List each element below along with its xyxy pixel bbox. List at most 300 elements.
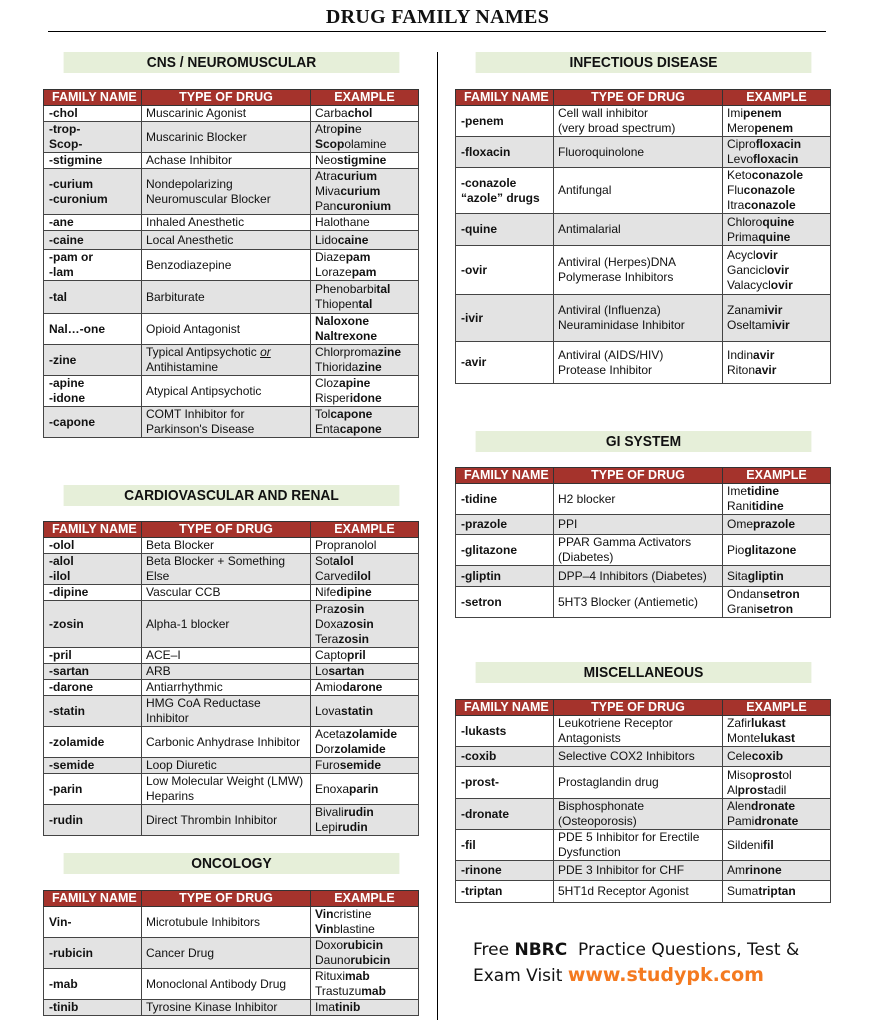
family-name-cell [456,214,554,246]
family-name-line: -alol [49,554,74,568]
drug-type-line: PDE 3 Inhibitor for CHF [558,863,685,877]
example-drug: Indinavir [727,347,775,362]
table-row [44,601,419,648]
table-row [44,969,419,1000]
family-name-cell [456,246,554,295]
example-drug: Trastuzumab [315,984,386,998]
drug-type-cell [142,969,311,1000]
drug-type-cell [142,680,311,696]
example-cell [723,246,831,295]
drug-type-line: PPAR Gamma Activators [558,535,692,549]
table-row [44,648,419,664]
example-drug: Omeprazole [727,517,796,531]
column-header: TYPE OF DRUG [142,522,311,538]
table-row [44,153,419,169]
example-drug: Vinblastine [315,922,375,936]
drug-type-line: Beta Blocker [146,538,215,552]
drug-type-line: Monoclonal Antibody Drug [146,976,287,991]
drug-type-cell [554,799,723,830]
example-cell [311,938,419,969]
drug-type-cell [142,281,311,314]
example-cell [723,342,831,384]
promo-footer [473,938,799,989]
table-row [44,585,419,601]
family-name-cell [456,767,554,799]
drug-type-line: (very broad spectrum) [558,121,676,135]
example-cell [311,585,419,601]
example-drug: Halothane [315,215,370,229]
example-drug: Zanamivir [727,303,783,317]
drug-type-cell [142,805,311,836]
column-header: TYPE OF DRUG [554,700,723,716]
family-name-line: -dronate [461,806,509,821]
table-infect [455,89,831,384]
table-row [44,231,419,250]
example-cell [311,774,419,805]
table-row [44,554,419,585]
example-cell [723,881,831,903]
table-row [44,281,419,314]
drug-type-cell [554,587,723,618]
example-cell [311,281,419,314]
family-name-line: -fil [461,837,476,852]
family-name-line: -sartan [49,664,90,678]
example-drug: Acyclovir [727,247,778,262]
example-drug: Thioridazine [315,360,382,374]
family-name-line: -mab [49,976,78,991]
family-name-line: “azole” drugs [461,190,540,205]
drug-type-line: Antiviral (Influenza) [558,303,661,317]
example-cell [311,696,419,727]
drug-type-cell [554,168,723,214]
example-drug: Tolcapone [315,407,373,421]
title-rule [48,31,826,32]
family-name-line: -floxacin [461,144,511,159]
drug-type-line: Typical Antipsychotic or [146,345,271,359]
drug-type-line: COMT Inhibitor for [146,407,245,421]
drug-type-line: Loop Diuretic [146,758,217,772]
section-heading-cardio: CARDIOVASCULAR AND RENAL [49,485,414,506]
drug-type-line: Alpha-1 blocker [146,616,230,631]
example-drug: Valacyclovir [727,277,793,292]
drug-type-line: Inhaled Anesthetic [146,215,245,229]
drug-type-line: Carbonic Anhydrase Inhibitor [146,734,301,749]
promo-line-1: Free NBRC Practice Questions, Test & [473,940,800,960]
drug-type-line: PDE 5 Inhibitor for Erectile [558,830,700,844]
table-row [44,250,419,281]
drug-type-line: Else [146,569,170,583]
drug-type-line: Vascular CCB [146,585,221,599]
drug-type-line: Muscarinic Blocker [146,129,247,144]
example-drug: Scopolamine [315,137,387,151]
page-title: DRUG FAMILY NAMES [325,6,550,28]
drug-type-line: Cell wall inhibitor [558,106,649,120]
example-drug: Mivacurium [315,184,381,198]
example-drug: Alendronate [727,799,796,813]
table-row [44,122,419,153]
example-drug: Fluconazole [727,183,796,197]
table-row [44,805,419,836]
example-drug: Phenobarbital [315,282,391,296]
family-name-cell [456,830,554,861]
table-row [44,215,419,231]
family-name-cell [456,342,554,384]
example-cell [723,566,831,587]
example-cell [723,137,831,168]
family-name-line: -avir [461,355,487,369]
drug-type-line: Beta Blocker + Something [146,554,286,568]
example-drug: Pamidronate [727,814,799,828]
family-name-line: -ovir [461,262,488,277]
family-name-cell [456,535,554,566]
family-name-cell [456,106,554,137]
drug-type-line: Tyrosine Kinase Inhibitor [146,1000,278,1014]
table-row [456,295,831,342]
example-drug: Nifedipine [315,585,372,599]
example-drug: Misoprostol [727,767,792,782]
drug-type-line: Neuraminidase Inhibitor [558,318,685,332]
example-drug: Imatinib [315,1000,361,1014]
table-row [44,345,419,376]
drug-type-cell [142,538,311,554]
drug-type-line: 5HT3 Blocker (Antiemetic) [558,594,699,609]
example-drug: Daunorubicin [315,953,391,967]
family-name-line: -conazole [461,175,517,190]
family-name-line: -zine [49,352,77,367]
example-drug: Granisetron [727,602,794,616]
drug-type-line: Barbiturate [146,289,205,304]
family-name-line: -stigmine [49,153,103,167]
family-name-line: -rinone [461,863,502,877]
family-name-line: -triptan [461,884,503,898]
table-onc [43,890,419,1016]
drug-type-cell [554,881,723,903]
drug-type-line: Prostaglandin drug [558,775,659,789]
example-drug: Prazosin [315,601,365,616]
example-drug: Sumatriptan [727,884,796,898]
family-name-line: -rubicin [49,945,93,960]
family-name-line: Scop- [49,137,83,151]
family-name-cell [44,907,142,938]
drug-type-cell [554,106,723,137]
example-drug: Lepirudin [315,820,368,834]
drug-type-line: HMG CoA Reductase Inhibitor [146,696,261,725]
drug-type-line: Heparins [146,789,195,803]
example-drug: Furosemide [315,758,382,772]
column-header: FAMILY NAME [456,90,554,106]
drug-type-line: DPP–4 Inhibitors (Diabetes) [558,568,707,583]
example-drug: Lorazepam [315,265,377,279]
family-name-cell [44,122,142,153]
drug-type-cell [142,169,311,215]
family-name-cell [44,774,142,805]
example-drug: Sitagliptin [727,568,784,583]
family-name-line: -prost- [461,775,499,789]
drug-type-cell [142,554,311,585]
drug-type-cell [142,153,311,169]
column-header: TYPE OF DRUG [142,891,311,907]
family-name-line: -gliptin [461,568,501,583]
example-cell [311,538,419,554]
table-row [44,938,419,969]
table-row [456,861,831,881]
family-name-line: -pam or [49,250,94,264]
drug-type-line: Antiviral (AIDS/HIV) [558,347,664,362]
drug-type-line: Leukotriene Receptor [558,716,673,730]
drug-type-cell [142,231,311,250]
column-header: EXAMPLE [311,891,419,907]
example-cell [723,830,831,861]
example-drug: Pancuronium [315,199,392,213]
example-drug: Neostigmine [315,153,387,167]
column-header: EXAMPLE [311,90,419,106]
drug-type-cell [554,295,723,342]
example-drug: Imetidine [727,484,780,498]
example-drug: Losartan [315,664,365,678]
drug-type-cell [554,342,723,384]
drug-type-cell [554,566,723,587]
drug-type-line: ACE–I [146,648,181,662]
example-cell [723,214,831,246]
drug-type-cell [142,376,311,407]
example-cell [311,554,419,585]
example-cell [723,295,831,342]
example-cell [311,969,419,1000]
example-drug: Doxorubicin [315,938,384,952]
family-name-cell [44,680,142,696]
family-name-cell [44,601,142,648]
example-cell [311,727,419,758]
example-cell [723,799,831,830]
column-header: FAMILY NAME [44,90,142,106]
example-drug: Naltrexone [315,329,378,343]
drug-type-line: ARB [146,664,171,678]
example-cell [311,169,419,215]
example-cell [311,215,419,231]
family-name-line: -ilol [49,569,71,583]
family-name-cell [44,345,142,376]
family-name-line: -tal [49,289,67,304]
family-name-cell [456,484,554,515]
drug-type-line: (Diabetes) [558,550,614,564]
family-name-line: -pril [49,648,72,662]
drug-type-cell [142,407,311,438]
family-name-line: -chol [49,106,78,120]
family-name-cell [44,153,142,169]
family-name-line: -tinib [49,1000,79,1014]
family-name-line: -semide [49,758,95,772]
example-cell [723,716,831,747]
drug-type-line: Antihistamine [146,360,219,374]
example-cell [723,747,831,767]
family-name-cell [44,538,142,554]
drug-type-line: PPI [558,517,578,531]
drug-type-line: Direct Thrombin Inhibitor [146,812,278,827]
example-drug: Imipenem [727,106,782,120]
table-row [44,376,419,407]
table-row [456,767,831,799]
example-drug: Acetazolamide [315,727,398,741]
column-header: EXAMPLE [723,700,831,716]
drug-type-cell [554,747,723,767]
drug-type-cell [142,696,311,727]
table-row [456,137,831,168]
column-header: EXAMPLE [723,468,831,484]
family-name-cell [44,215,142,231]
drug-type-cell [554,767,723,799]
example-drug: Atracurium [315,169,378,183]
example-cell [723,587,831,618]
example-drug: Bivalirudin [315,805,374,819]
drug-type-cell [554,535,723,566]
table-row [456,566,831,587]
example-cell [311,407,419,438]
family-name-line: -coxib [461,749,497,763]
example-drug: Carvedilol [315,569,372,583]
family-name-cell [44,938,142,969]
example-drug: Vincristine [315,907,372,921]
family-name-line: -curium [49,176,94,191]
example-drug: Rituximab [315,969,370,983]
drug-type-line: 5HT1d Receptor Agonist [558,884,689,898]
family-name-line: -zolamide [49,734,105,749]
family-name-line: -darone [49,680,94,694]
example-cell [723,535,831,566]
example-drug: Amiodarone [315,680,383,694]
example-drug: Levofloxacin [727,152,799,166]
table-row [44,106,419,122]
table-row [44,314,419,345]
drug-type-line: Muscarinic Agonist [146,106,247,120]
example-drug: Zafirlukast [727,716,786,730]
studypk-link[interactable]: www.studypk.com [567,964,764,986]
example-drug: Meropenem [727,121,794,135]
table-cardio [43,521,419,836]
drug-type-line: Nondepolarizing [146,176,233,191]
section-heading-onc: ONCOLOGY [49,853,414,874]
drug-type-line: H2 blocker [558,491,616,506]
example-drug: Oseltamivir [727,318,790,332]
family-name-cell [44,407,142,438]
family-name-line: -prazole [461,517,508,531]
family-name-cell [456,566,554,587]
example-drug: Amrinone [727,863,782,877]
family-name-cell [44,696,142,727]
example-drug: Lovastatin [315,703,374,718]
example-drug: Ritonavir [727,362,777,377]
table-row [44,680,419,696]
family-name-line: -zosin [49,616,84,631]
family-name-cell [456,881,554,903]
drug-type-line: Fluoroquinolone [558,144,645,159]
drug-type-cell [142,774,311,805]
example-drug: Diazepam [315,250,371,264]
column-header: EXAMPLE [723,90,831,106]
family-name-line: -quine [461,222,497,236]
table-row [44,1000,419,1016]
example-drug: Terazosin [315,631,370,646]
example-drug: Carbachol [315,106,373,120]
example-drug: Primaquine [727,229,791,244]
example-cell [723,168,831,214]
drug-type-cell [142,215,311,231]
family-name-cell [44,250,142,281]
family-name-cell [44,106,142,122]
example-drug: Sotalol [315,554,354,568]
example-drug: Alprostadil [727,782,787,797]
drug-type-cell [142,664,311,680]
family-name-cell [456,799,554,830]
family-name-cell [44,169,142,215]
example-drug: Doxazosin [315,616,374,631]
table-row [456,881,831,903]
table-row [456,246,831,295]
family-name-cell [44,664,142,680]
family-name-cell [456,515,554,535]
family-name-line: -lukasts [461,723,507,738]
drug-type-cell [142,106,311,122]
example-cell [311,907,419,938]
family-name-cell [456,587,554,618]
example-cell [311,758,419,774]
example-drug: Propranolol [315,538,377,552]
drug-type-line: Low Molecular Weight (LMW) [146,774,304,788]
example-cell [311,250,419,281]
table-row [44,169,419,215]
example-cell [311,106,419,122]
table-row [44,407,419,438]
example-drug: Ketoconazole [727,168,804,182]
example-cell [311,231,419,250]
section-heading-cns: CNS / NEUROMUSCULAR [49,52,414,73]
example-cell [311,1000,419,1016]
table-row [44,774,419,805]
family-name-cell [456,716,554,747]
drug-type-cell [142,601,311,648]
family-name-line: -penem [461,113,504,128]
table-row [456,747,831,767]
drug-type-cell [142,907,311,938]
column-header: FAMILY NAME [44,522,142,538]
drug-type-line: Antiarrhythmic [146,680,223,694]
drug-type-line: (Osteoporosis) [558,814,637,828]
family-name-line: -caine [49,232,84,247]
drug-type-line: Bisphosphonate [558,799,645,813]
example-cell [723,767,831,799]
family-name-line: -capone [49,414,96,429]
family-name-line: -dipine [49,585,89,599]
drug-type-line: Atypical Antipsychotic [146,383,262,398]
family-name-cell [456,747,554,767]
example-drug: Risperidone [315,391,382,405]
drug-type-line: Antiviral (Herpes)DNA [558,255,677,269]
example-cell [311,664,419,680]
family-name-cell [44,376,142,407]
drug-type-cell [142,585,311,601]
example-drug: Naloxone [315,314,370,328]
table-row [456,214,831,246]
drug-type-cell [554,214,723,246]
drug-type-line: Cancer Drug [146,945,215,960]
drug-type-cell [554,246,723,295]
column-header: FAMILY NAME [456,700,554,716]
example-drug: Celecoxib [727,749,784,763]
family-name-cell [456,168,554,214]
example-cell [311,153,419,169]
example-drug: Thiopental [315,297,373,311]
family-name-cell [44,1000,142,1016]
family-name-cell [44,281,142,314]
